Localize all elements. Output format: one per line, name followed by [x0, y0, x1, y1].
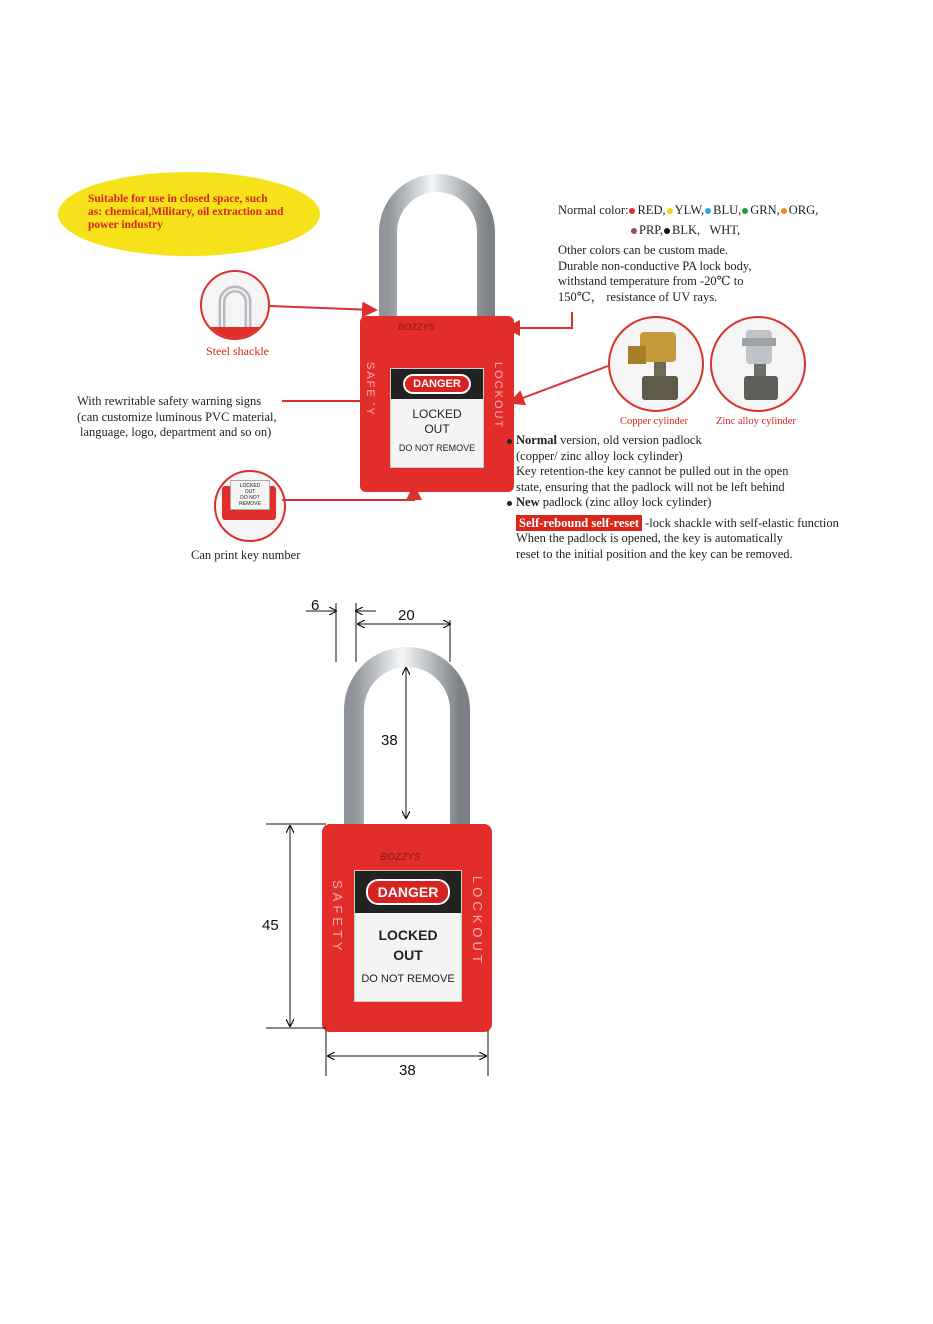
normal-colors-line: Normal color: RED, YLW, BLU, GRN, ORG,	[558, 203, 819, 217]
color-blue: BLU,	[704, 203, 741, 217]
dim-thickness: 6	[311, 597, 320, 614]
brand-mark-large: BOZZYS	[380, 852, 421, 863]
locked-out-text: LOCKED OUT	[412, 407, 462, 436]
zinc-cylinder-caption: Zinc alloy cylinder	[716, 416, 796, 427]
side-lockout: LOCKOUT	[492, 362, 504, 430]
locked-out-text-large: LOCKED OUT	[378, 927, 438, 963]
small-label: LOCKED OUT DO NOT REMOVE	[230, 480, 270, 510]
danger-badge-large: DANGER	[366, 879, 451, 905]
color-red: RED,	[628, 203, 665, 217]
color-orange: ORG,	[780, 203, 819, 217]
side-safety-large: SAFETY	[330, 880, 345, 955]
rebound-line: Self-rebound self-reset -lock shackle with self-elastic function	[507, 516, 839, 532]
color-yellow: YLW,	[666, 203, 705, 217]
dim-body-width: 38	[399, 1062, 416, 1079]
copper-cylinder-caption: Copper cylinder	[620, 416, 688, 427]
do-not-remove-text: DO NOT REMOVE	[398, 443, 476, 453]
danger-badge: DANGER	[403, 374, 471, 394]
normal-colors-line2: PRP, BLK, WHT,	[630, 223, 740, 239]
version-info: Normal version, old version padlock (copper/ zinc alloy lock cylinder) Key retention-the key cannot be pulled out in the open state, ensuring that the padlock will not be left behind New padlock (zinc alloy lock cylinder) Self-rebound self-reset -lock shackle with self-elastic function When the padlock is opened, the key is automatically reset to the initial position and the key can be removed.	[507, 433, 839, 562]
side-lockout-large: LOCKOUT	[470, 876, 485, 967]
color-purple: PRP,	[630, 223, 663, 237]
new-version-line: New padlock (zinc alloy lock cylinder)	[507, 495, 839, 511]
do-not-remove-text-large: DO NOT REMOVE	[361, 973, 455, 985]
color-green: GRN,	[741, 203, 780, 217]
dim-shackle-height: 38	[381, 732, 398, 749]
side-safety: SAFETY	[364, 362, 376, 417]
normal-version-line: Normal version, old version padlock	[507, 433, 839, 449]
brand-mark: BOZZYS	[398, 322, 435, 332]
color-black: BLK,	[663, 223, 700, 237]
key-number-caption: Can print key number	[191, 548, 301, 562]
warning-signs-text: With rewritable safety warning signs (can customize luminous PVC material, language, logo, department and so on)	[77, 394, 277, 439]
steel-shackle-caption: Steel shackle	[206, 344, 269, 358]
rebound-tag: Self-rebound self-reset	[516, 515, 642, 531]
material-info: Other colors can be custom made. Durable non-conductive PA lock body, withstand temperature from -20℃ to 150℃， resistance of UV rays.	[558, 243, 752, 304]
dim-body-height: 45	[262, 917, 279, 934]
dim-shackle-width: 20	[398, 607, 415, 624]
oval-text: Suitable for use in closed space, such as: chemical,Military, oil extraction and power industry	[88, 193, 284, 231]
